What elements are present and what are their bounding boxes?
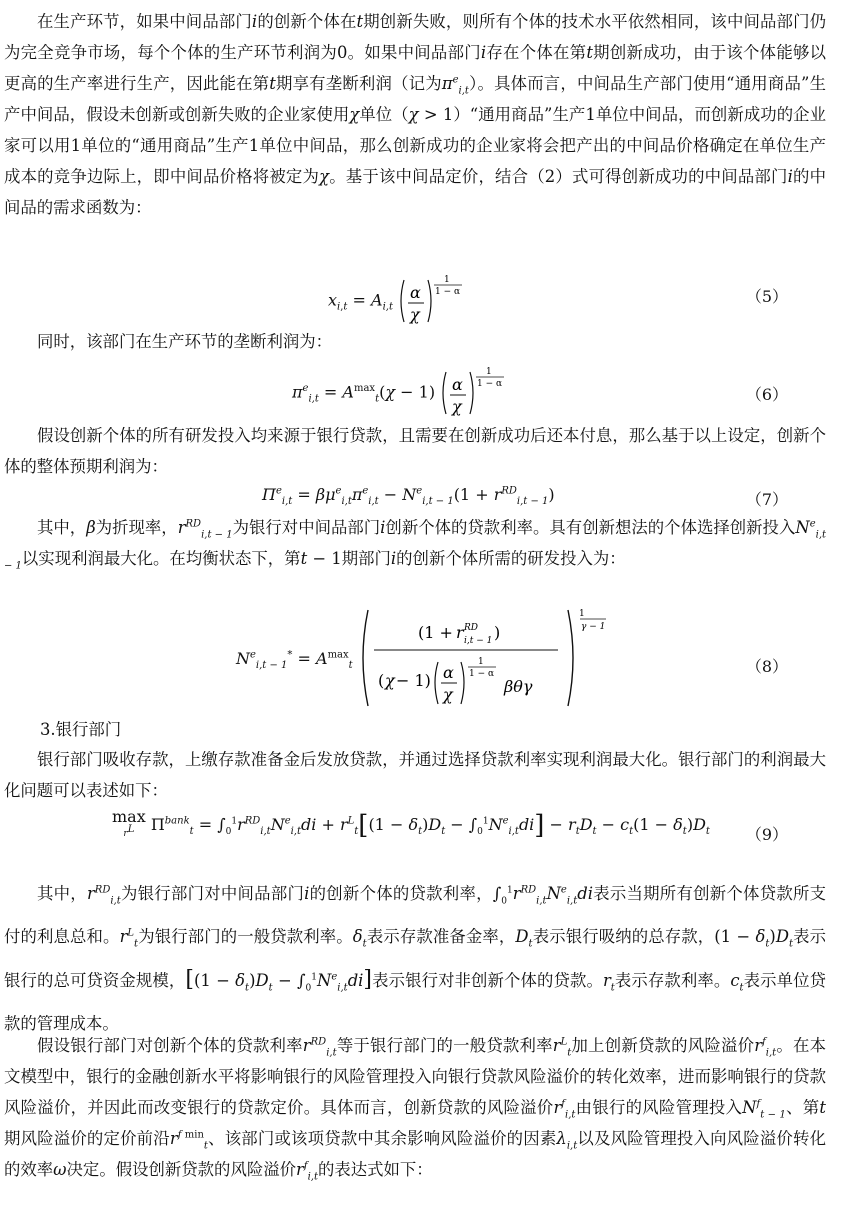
equation-8-fraction: [358, 606, 588, 710]
svg-text:(1 +: (1 +: [417, 623, 453, 642]
paragraph-3: [4, 420, 826, 482]
equation-5-formula: $x_{i,t} = A_{i,t}$ α χ 1 1 − α: [328, 272, 508, 322]
svg-text:χ: χ: [452, 397, 462, 416]
svg-text:(: (: [377, 671, 385, 690]
equation-6-formula: $\pi^e_{i,t} = A^{max}_t(\chi - 1)$ α χ 1 1 − α: [292, 364, 550, 422]
svg-text:− 1): − 1): [395, 671, 431, 690]
equation-8-formula: $N^e_{i,t - 1}^* = A^{max}_t$ (1 + r RD i,t − 1 ) ( χ − 1) α χ 1 1 − α βθγ 1 γ − 1: [236, 606, 614, 710]
equation-6-number: （6）: [745, 385, 788, 404]
paragraph-6: [4, 872, 826, 1045]
svg-text:χ: χ: [410, 305, 420, 324]
svg-text:1: 1: [477, 657, 484, 667]
equation-5-fraction: [398, 272, 508, 330]
equation-7-number: （7）: [745, 490, 788, 509]
paragraph-4: [4, 512, 826, 574]
svg-text:βθγ: βθγ: [503, 677, 533, 696]
svg-text:γ − 1: γ − 1: [580, 622, 606, 632]
paragraph-7: [4, 1030, 826, 1185]
equation-8-exponent: [580, 606, 614, 710]
svg-text:1: 1: [578, 609, 585, 619]
paragraph-2-text: 同时，该部门在生产环节的垄断利润为：: [37, 332, 333, 351]
section-heading: 3.银行部门: [40, 720, 122, 739]
svg-text:1 − α: 1 − α: [435, 287, 461, 297]
paragraph-1: [4, 6, 826, 223]
svg-text:i,t − 1: i,t − 1: [463, 636, 493, 646]
equation-9-formula: max $r^L$ $\Pi^{bank}_t = \int_0^1r^{RD}_{i,t}N^e_{i,t}di + r^L_t[(1 - \delta_t)D_t - \int_0^1N^e_{i,t}di] - r_tD_t - c_t(1 - \delta_t)D_t$: [112, 807, 710, 841]
equation-8-number: （8）: [745, 657, 788, 676]
svg-text:1: 1: [444, 275, 450, 285]
svg-text:1 − α: 1 − α: [477, 379, 503, 389]
equation-7-formula: $\Pi^e_{i,t} = \beta\mu^e_{i,t}\pi^e_{i,t} - N^e_{i,t - 1}(1 + r^{RD}_{i,t - 1})$: [262, 485, 555, 508]
svg-text:α: α: [452, 375, 463, 394]
equation-6-fraction: [440, 364, 550, 422]
equation-5-number: （5）: [745, 287, 788, 306]
svg-text:α: α: [442, 663, 454, 682]
svg-text:): ): [493, 623, 501, 642]
paragraph-3-text: 假设创新个体的所有研发投入均来源于银行贷款，且需要在创新成功后还本付息，那么基于以上设定，创新个体的整体预期利润为：: [4, 426, 826, 476]
paragraph-6-text: 其中，$r^{RD}_{i,t}$为银行部门对中间品部门i的创新个体的贷款利率，$\int_0^1r^{RD}_{i,t}N^e_{i,t}di$表示当期所有创新个体贷款所支付的利息总和。$r^L_t$为银行部门的一般贷款利率。$\delta_t$表示存款准备金率，$D_t$表示银行吸纳的总存款，$(1 - \delta_t)D_t$表示银行的总可贷资金规模，$[(1 - \delta_t)D_t - \int_0^1N^e_{i,t}di]$表示银行对非创新个体的贷款。$r_t$表示存款利率。$c_t$表示单位贷款的管理成本。: [4, 884, 827, 1033]
svg-text:1: 1: [486, 367, 492, 377]
equation-9-number: （9）: [745, 825, 788, 844]
svg-text:RD: RD: [463, 623, 478, 633]
paragraph-1-text: 在生产环节，如果中间品部门i的创新个体在t期创新失败，则所有个体的技术水平依然相同，该中间品部门仍为完全竞争市场，每个个体的生产环节利润为0。如果中间品部门i存在个体在第t期创新成功，由于该个体能够以更高的生产率进行生产，因此能在第t期享有垄断利润（记为$\pi^e_{i,t}$）。具体而言，中间品生产部门使用“通用商品”生产中间品，假设未创新或创新失败的企业家使用χ单位（χ > 1）“通用商品”生产1单位中间品，而创新成功的企业家可以用1单位的“通用商品”生产1单位中间品，那么创新成功的企业家将会把产出的中间品价格确定在单位生产成本的竞争边际上，即中间品价格将被定为χ。基于该中间品定价，结合（2）式可得创新成功的中间品部门i的中间品的需求函数为：: [4, 12, 827, 217]
paragraph-2: [4, 326, 826, 357]
paragraph-5-text: 银行部门吸收存款，上缴存款准备金后发放贷款，并通过选择贷款利率实现利润最大化。银行部门的利润最大化问题可以表述如下：: [4, 750, 826, 800]
svg-text:α: α: [410, 283, 421, 302]
svg-text:r: r: [455, 623, 464, 642]
paragraph-4-text: 其中，β为折现率，$r^{RD}_{i,t - 1}$为银行对中间品部门i创新个体的贷款利率。具有创新想法的个体选择创新投入$N^e_{i,t - 1}$以实现利润最大化。在均衡状态下，第t − 1期部门i的创新个体所需的研发投入为：: [4, 518, 827, 572]
svg-text:χ: χ: [384, 671, 395, 690]
paragraph-7-text: 假设银行部门对创新个体的贷款利率$r^{RD}_{i,t}$等于银行部门的一般贷款利率$r^L_t$加上创新贷款的风险溢价$r^f_{i,t}$。在本文模型中，银行的金融创新水平将影响银行的风险管理投入向银行贷款风险溢价的转化效率，进而影响银行的贷款风险溢价，并因此而改变银行的贷款定价。具体而言，创新贷款的风险溢价$r^f_{i,t}$由银行的风险管理投入$N^f_{t - 1}$、第t期风险溢价的定价前沿$r^{f min}_t$、该部门或该项贷款中其余影响风险溢价的因素$\lambda_{i,t}$以及风险管理投入向风险溢价转化的效率ω决定。假设创新贷款的风险溢价$r^f_{i,t}$的表达式如下：: [4, 1036, 827, 1183]
svg-text:χ: χ: [442, 685, 453, 704]
paragraph-5: [4, 744, 826, 806]
svg-text:1 − α: 1 − α: [468, 669, 494, 679]
